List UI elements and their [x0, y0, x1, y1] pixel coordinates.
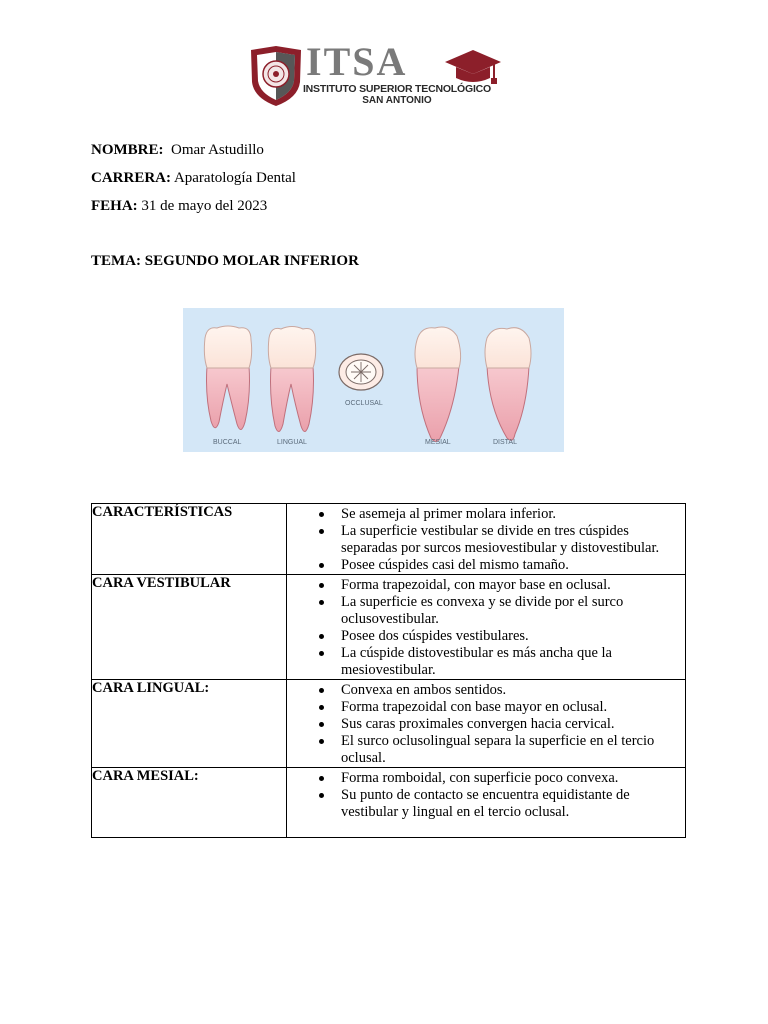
fecha-value: 31 de mayo del 2023	[141, 198, 268, 214]
buccal-view	[204, 326, 251, 430]
label-lingual: LINGUAL	[277, 439, 307, 446]
carrera-value: Aparatología Dental	[173, 170, 296, 186]
list-item: La superficie vestibular se divide en tres cúspides separadas por surcos mesiovestibular y distovestibular.	[341, 523, 685, 557]
shield-emblem-icon	[248, 46, 304, 108]
label-distal: DISTAL	[493, 439, 517, 446]
list-item: La superficie es convexa y se divide por el surco oclusovestibular.	[341, 594, 685, 628]
mesial-view	[415, 327, 461, 442]
institution-logo	[248, 39, 508, 110]
nombre-value: Omar Astudillo	[171, 142, 264, 158]
row-content	[287, 504, 686, 575]
topic-title: TEMA: SEGUNDO MOLAR INFERIOR	[91, 253, 359, 269]
row-content	[287, 575, 686, 680]
fecha-field	[91, 198, 267, 215]
row-content	[287, 768, 686, 838]
lingual-view	[268, 327, 315, 432]
graduation-cap-icon	[444, 48, 502, 88]
distal-view	[485, 328, 531, 441]
characteristics-table	[91, 503, 686, 838]
carrera-field	[91, 170, 296, 187]
table-row	[92, 575, 686, 680]
logo-wordmark: ITSA	[306, 39, 408, 84]
list-item: Posee cúspides casi del mismo tamaño.	[341, 557, 685, 574]
nombre-label: NOMBRE:	[91, 142, 164, 158]
table-row	[92, 680, 686, 768]
list-item: Su punto de contacto se encuentra equidistante de vestibular y lingual en el tercio oclusal.	[341, 787, 685, 821]
row-label: CARACTERÍSTICAS	[92, 504, 287, 575]
carrera-label: CARRERA:	[91, 170, 171, 186]
row-label: CARA MESIAL:	[92, 768, 287, 838]
row-label: CARA LINGUAL:	[92, 680, 287, 768]
row-label: CARA VESTIBULAR	[92, 575, 287, 680]
label-buccal: BUCCAL	[213, 439, 242, 446]
list-item: Convexa en ambos sentidos.	[341, 682, 685, 699]
list-item: Forma trapezoidal, con mayor base en oclusal.	[341, 577, 685, 594]
logo-subtitle-line2: SAN ANTONIO	[362, 95, 432, 106]
nombre-field	[91, 142, 264, 159]
list-item: Se asemeja al primer molara inferior.	[341, 506, 685, 523]
label-mesial: MESIAL	[425, 439, 451, 446]
list-item: Posee dos cúspides vestibulares.	[341, 628, 685, 645]
table-row	[92, 768, 686, 838]
occlusal-view	[339, 354, 383, 390]
logo-subtitle-line1: INSTITUTO SUPERIOR TECNOLÓGICO	[302, 83, 492, 95]
list-item: El surco oclusolingual separa la superficie en el tercio oclusal.	[341, 733, 685, 767]
list-item: Forma romboidal, con superficie poco convexa.	[341, 770, 685, 787]
list-item: Sus caras proximales convergen hacia cervical.	[341, 716, 685, 733]
row-content	[287, 680, 686, 768]
fecha-label: FEHA:	[91, 198, 138, 214]
tooth-illustration	[183, 308, 564, 452]
molar-views-image	[183, 308, 564, 452]
list-item: La cúspide distovestibular es más ancha que la mesiovestibular.	[341, 645, 685, 679]
list-item: Forma trapezoidal con base mayor en oclusal.	[341, 699, 685, 716]
table-row	[92, 504, 686, 575]
label-occlusal: OCCLUSAL	[345, 400, 383, 407]
